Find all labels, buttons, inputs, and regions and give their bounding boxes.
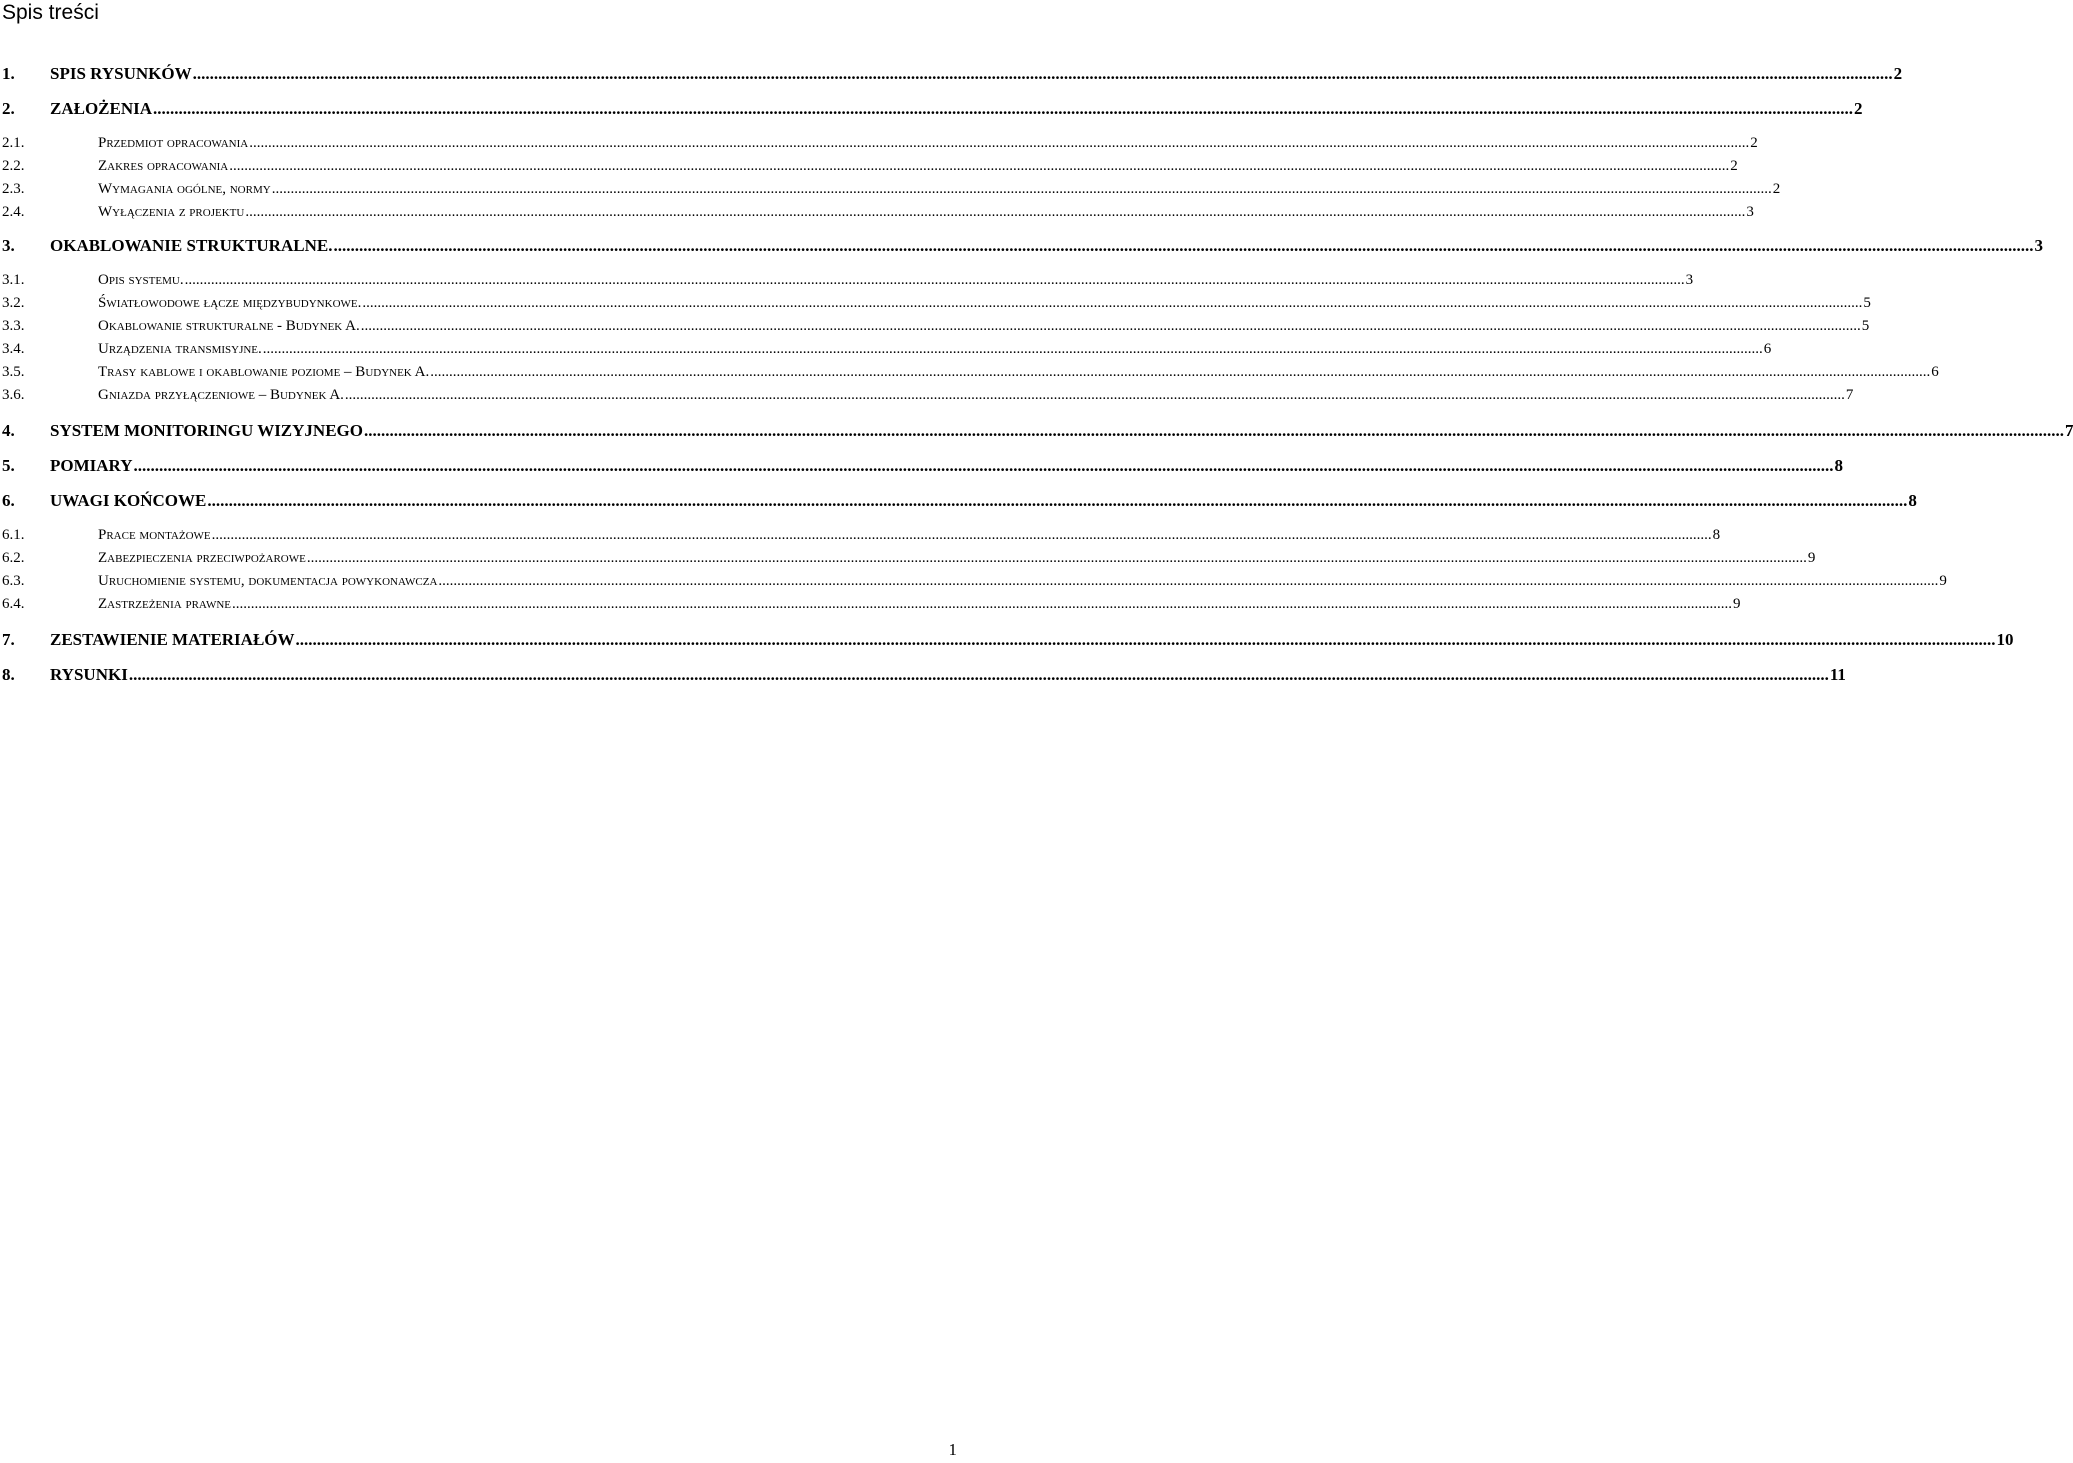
toc-entry-page: 3: [2034, 236, 2043, 255]
toc-leader-dots: ................................................................................................................................................................................................................................................................................................................................................................................................................: [344, 387, 1845, 403]
toc-entry-page: 2: [1772, 181, 1781, 197]
toc-entry[interactable]: [0, 491, 1917, 511]
toc-entry-number: 3.: [2, 236, 15, 255]
toc-leader-dots: ................................................................................................................................................................................................................................................................................................................................................................................................................: [153, 99, 1854, 118]
toc-entry-page: 3: [1746, 204, 1754, 220]
toc-entry[interactable]: [0, 340, 1772, 358]
toc-entry[interactable]: [0, 526, 1721, 544]
toc-entry-title: Uruchomienie systemu, dokumentacja powykonawcza: [98, 573, 438, 589]
toc-entry-page: 2: [1893, 64, 1903, 83]
toc-leader-dots: ................................................................................................................................................................................................................................................................................................................................................................................................................: [262, 341, 1763, 357]
toc-entry-page: 7: [2064, 421, 2073, 440]
page-title: Spis treści: [2, 1, 99, 24]
toc-entry-number: 1.: [2, 64, 15, 83]
toc-entry-page: 8: [1908, 491, 1917, 510]
toc-entry-number: 2.2.: [2, 158, 25, 174]
toc-entry-number: 2.4.: [2, 204, 25, 220]
toc-leader-dots: ................................................................................................................................................................................................................................................................................................................................................................................................................: [360, 318, 1861, 334]
toc-entry-title: Gniazda przyłączeniowe – Budynek A.: [98, 387, 344, 403]
toc-entry-title: Zastrzeżenia prawne: [98, 596, 232, 612]
toc-entry-title: Okablowanie strukturalne - Budynek A.: [98, 318, 360, 334]
toc-entry-number: 2.: [2, 99, 15, 118]
toc-leader-dots: ................................................................................................................................................................................................................................................................................................................................................................................................................: [333, 236, 2034, 255]
toc-entry[interactable]: [0, 99, 1863, 119]
toc-entry-page: 7: [1845, 387, 1854, 403]
toc-entry-page: 6: [1931, 364, 1939, 380]
toc-leader-dots: ................................................................................................................................................................................................................................................................................................................................................................................................................: [229, 158, 1730, 174]
toc-entry[interactable]: [0, 549, 1816, 567]
toc-entry-number: 2.3.: [2, 181, 25, 197]
toc-entry-page: 9: [1733, 596, 1741, 612]
toc-entry-page: 2: [1854, 99, 1863, 118]
page-number: 1: [948, 1440, 957, 1459]
toc-leader-dots: ................................................................................................................................................................................................................................................................................................................................................................................................................: [245, 204, 1746, 220]
toc-leader-dots: ................................................................................................................................................................................................................................................................................................................................................................................................................: [249, 135, 1750, 151]
toc-entry[interactable]: [0, 203, 1754, 221]
toc-entry-number: 6.4.: [2, 596, 25, 612]
toc-entry[interactable]: [0, 180, 1781, 198]
toc-entry-title: UWAGI KOŃCOWE: [50, 491, 207, 510]
toc-leader-dots: ................................................................................................................................................................................................................................................................................................................................................................................................................: [192, 64, 1893, 83]
toc-entry[interactable]: [0, 363, 1939, 381]
toc-entry-title: Trasy kablowe i okablowanie poziome – Budynek A.: [98, 364, 430, 380]
toc-entry-page: 5: [1863, 295, 1871, 311]
toc-leader-dots: ................................................................................................................................................................................................................................................................................................................................................................................................................: [430, 364, 1931, 380]
toc-entry[interactable]: [0, 595, 1741, 613]
toc-entry-number: 3.5.: [2, 364, 25, 380]
toc-entry-number: 6.: [2, 491, 15, 510]
toc-entry[interactable]: [0, 572, 1947, 590]
toc-entry-number: 8.: [2, 665, 15, 684]
toc-entry-page: 8: [1712, 527, 1721, 543]
toc-leader-dots: ................................................................................................................................................................................................................................................................................................................................................................................................................: [271, 181, 1772, 197]
toc-leader-dots: ................................................................................................................................................................................................................................................................................................................................................................................................................: [438, 573, 1939, 589]
toc-entry[interactable]: [0, 271, 1694, 289]
toc-entry-title: ZESTAWIENIE MATERIAŁÓW: [50, 630, 295, 649]
toc-entry[interactable]: [0, 630, 2014, 650]
toc-entry-title: RYSUNKI: [50, 665, 128, 684]
toc-entry-title: Przedmiot opracowania: [98, 135, 249, 151]
toc-leader-dots: ................................................................................................................................................................................................................................................................................................................................................................................................................: [362, 295, 1863, 311]
toc-leader-dots: ................................................................................................................................................................................................................................................................................................................................................................................................................: [232, 596, 1733, 612]
toc-entry-number: 6.1.: [2, 527, 25, 543]
toc-entry[interactable]: [0, 386, 1854, 404]
toc-entry-title: SYSTEM MONITORINGU WIZYJNEGO: [50, 421, 363, 440]
toc-entry-page: 9: [1807, 550, 1816, 566]
toc-leader-dots: ................................................................................................................................................................................................................................................................................................................................................................................................................: [306, 550, 1807, 566]
toc-entry-number: 6.2.: [2, 550, 25, 566]
toc-entry[interactable]: [0, 456, 1844, 476]
toc-entry-title: SPIS RYSUNKÓW: [50, 64, 192, 83]
toc-entry[interactable]: [0, 157, 1738, 175]
toc-entry-page: 2: [1750, 135, 1758, 151]
toc-entry-number: 3.3.: [2, 318, 25, 334]
toc-entry[interactable]: [0, 421, 2073, 441]
toc-entry[interactable]: [0, 236, 2043, 256]
toc-entry-title: Wyłączenia z projektu: [98, 204, 245, 220]
toc-leader-dots: ................................................................................................................................................................................................................................................................................................................................................................................................................: [363, 421, 2064, 440]
toc-entry-page: 10: [1996, 630, 2014, 649]
toc-entry-page: 8: [1834, 456, 1844, 475]
toc-entry-title: ZAŁOŻENIA: [50, 99, 153, 118]
toc-entry-page: 11: [1829, 665, 1846, 684]
toc-leader-dots: ................................................................................................................................................................................................................................................................................................................................................................................................................: [295, 630, 1996, 649]
toc-entry-page: 9: [1939, 573, 1947, 589]
toc-entry-number: 4.: [2, 421, 15, 440]
toc-entry-title: Wymagania ogólne, normy: [98, 181, 271, 197]
toc-entry-title: Urządzenia transmisyjne.: [98, 341, 262, 357]
toc-entry-number: 6.3.: [2, 573, 25, 589]
toc-entry-page: 2: [1730, 158, 1738, 174]
toc-entry-number: 3.6.: [2, 387, 25, 403]
toc-entry[interactable]: [0, 294, 1871, 312]
toc-entry[interactable]: [0, 317, 1870, 335]
toc-entry-page: 5: [1861, 318, 1870, 334]
toc-entry-number: 3.1.: [2, 272, 25, 288]
toc-entry[interactable]: [0, 64, 1903, 84]
toc-entry-page: 6: [1763, 341, 1772, 357]
toc-leader-dots: ................................................................................................................................................................................................................................................................................................................................................................................................................: [128, 665, 1829, 684]
toc-entry-page: 3: [1685, 272, 1694, 288]
toc-leader-dots: ................................................................................................................................................................................................................................................................................................................................................................................................................: [184, 272, 1685, 288]
toc-leader-dots: ................................................................................................................................................................................................................................................................................................................................................................................................................: [211, 527, 1712, 543]
toc-entry-title: POMIARY: [50, 456, 133, 475]
toc-entry-title: Światłowodowe łącze międzybudynkowe.: [98, 295, 362, 311]
toc-entry-title: Opis systemu.: [98, 272, 184, 288]
toc-entry-number: 5.: [2, 456, 15, 475]
toc-entry[interactable]: [0, 134, 1758, 152]
toc-entry-number: 7.: [2, 630, 15, 649]
toc-entry-title: Zabezpieczenia przeciwpożarowe: [98, 550, 306, 566]
toc-entry-number: 3.2.: [2, 295, 25, 311]
toc-leader-dots: ................................................................................................................................................................................................................................................................................................................................................................................................................: [133, 456, 1834, 475]
toc-entry-number: 2.1.: [2, 135, 25, 151]
toc-entry-title: OKABLOWANIE STRUKTURALNE.: [50, 236, 333, 255]
toc-entry-number: 3.4.: [2, 341, 25, 357]
toc-leader-dots: ................................................................................................................................................................................................................................................................................................................................................................................................................: [207, 491, 1908, 510]
toc-entry[interactable]: [0, 665, 1846, 685]
toc-entry-title: Zakres opracowania: [98, 158, 229, 174]
toc-entry-title: Prace montażowe: [98, 527, 211, 543]
